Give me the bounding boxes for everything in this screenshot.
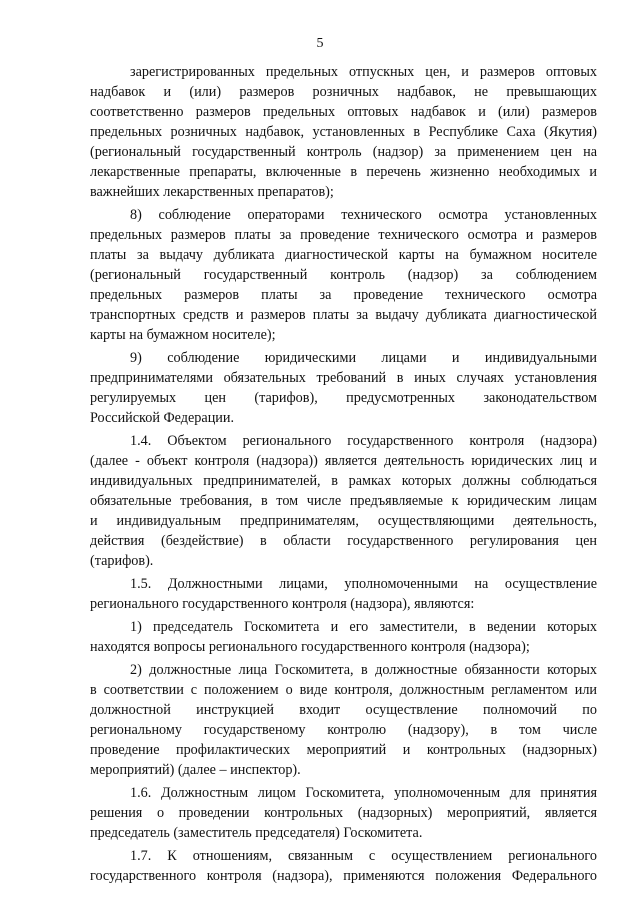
text-line: действия (бездействие) в области государственного регулирования цен bbox=[90, 533, 597, 549]
text-line: предпринимателями обязательных требований в иных случаях установления bbox=[90, 370, 597, 386]
text-line: мероприятий) (далее – инспектор). bbox=[90, 762, 301, 778]
text-line: председатель (заместитель председателя) Госкомитета. bbox=[90, 825, 423, 841]
text-line: 9) соблюдение юридическими лицами и индивидуальными bbox=[130, 350, 597, 366]
text-line: важнейших лекарственных препаратов); bbox=[90, 184, 334, 200]
text-line: (региональный государственный контроль (надзор) за применением цен на bbox=[90, 144, 597, 160]
text-line: предельных размеров платы за проведение технического осмотра и размеров bbox=[90, 227, 597, 243]
text-line: транспортных средств и размеров платы за выдачу дубликата диагностической bbox=[90, 307, 597, 323]
paragraph bbox=[90, 846, 597, 886]
paragraph bbox=[90, 431, 597, 571]
text-line: в соответствии с положением о виде контроля, должностным регламентом или bbox=[90, 682, 597, 698]
text-line: государственного контроля (надзора), применяются положения Федерального bbox=[90, 868, 597, 884]
text-line: 1) председатель Госкомитета и его заместители, в ведении которых bbox=[130, 619, 597, 635]
text-line: должностной инструкцией входит осуществление полномочий по bbox=[90, 702, 597, 718]
paragraph bbox=[90, 348, 597, 428]
text-line: обязательные требования, в том числе предъявляемые к юридическим лицам bbox=[90, 493, 597, 509]
text-line: и индивидуальным предпринимателям, осуществляющими деятельность, bbox=[90, 513, 597, 529]
text-line: регионального государственного контроля (надзора), являются: bbox=[90, 596, 475, 612]
text-line: соответственно размеров предельных оптовых надбавок и (или) размеров bbox=[90, 104, 597, 120]
text-line: зарегистрированных предельных отпускных цен, и размеров оптовых bbox=[130, 64, 597, 80]
text-line: 1.5. Должностными лицами, уполномоченными на осуществление bbox=[130, 576, 597, 592]
text-line: решения о проведении контрольных (надзорных) мероприятий, является bbox=[90, 805, 597, 821]
text-line: регулируемых цен (тарифов), предусмотренных законодательством bbox=[90, 390, 597, 406]
text-line: (региональный государственный контроль (надзор) за соблюдением bbox=[90, 267, 597, 283]
text-line: Российской Федерации. bbox=[90, 410, 235, 426]
text-line: проведение профилактических мероприятий и контрольных (надзорных) bbox=[90, 742, 597, 758]
text-line: региональному государственому контролю (надзору), в том числе bbox=[90, 722, 597, 738]
text-line: лекарственные препараты, включенные в перечень жизненно необходимых и bbox=[90, 164, 597, 180]
text-line: 2) должностные лица Госкомитета, в должностные обязанности которых bbox=[130, 662, 597, 678]
text-line: 8) соблюдение операторами технического осмотра установленных bbox=[130, 207, 597, 223]
text-line: (далее - объект контроля (надзора)) является деятельность юридических лиц и bbox=[90, 453, 597, 469]
page-number: 5 bbox=[316, 36, 324, 51]
paragraph bbox=[90, 660, 597, 780]
text-line: платы за выдачу дубликата диагностической карты на бумажном носителе bbox=[90, 247, 597, 263]
paragraph bbox=[90, 783, 597, 843]
paragraph bbox=[90, 62, 597, 202]
document-body bbox=[90, 62, 597, 886]
text-line: (тарифов). bbox=[90, 553, 154, 569]
text-line: находятся вопросы регионального государственного контроля (надзора); bbox=[90, 639, 530, 655]
text-line: 1.6. Должностным лицом Госкомитета, уполномоченным для принятия bbox=[130, 785, 597, 801]
text-line: 1.7. К отношениям, связанным с осуществлением регионального bbox=[130, 848, 597, 864]
paragraph bbox=[90, 205, 597, 345]
text-line: карты на бумажном носителе); bbox=[90, 327, 276, 343]
text-line: предельных розничных надбавок, установленных в Республике Саха (Якутия) bbox=[90, 124, 597, 140]
text-line: надбавок и (или) размеров розничных надбавок, не превышающих bbox=[90, 84, 597, 100]
text-line: индивидуальных предпринимателей, в рамках которых должны соблюдаться bbox=[90, 473, 597, 489]
text-line: 1.4. Объектом регионального государственного контроля (надзора) bbox=[130, 433, 597, 449]
text-line: предельных размеров платы за проведение технического осмотра bbox=[90, 287, 597, 303]
paragraph bbox=[90, 574, 597, 614]
paragraph bbox=[90, 617, 597, 657]
